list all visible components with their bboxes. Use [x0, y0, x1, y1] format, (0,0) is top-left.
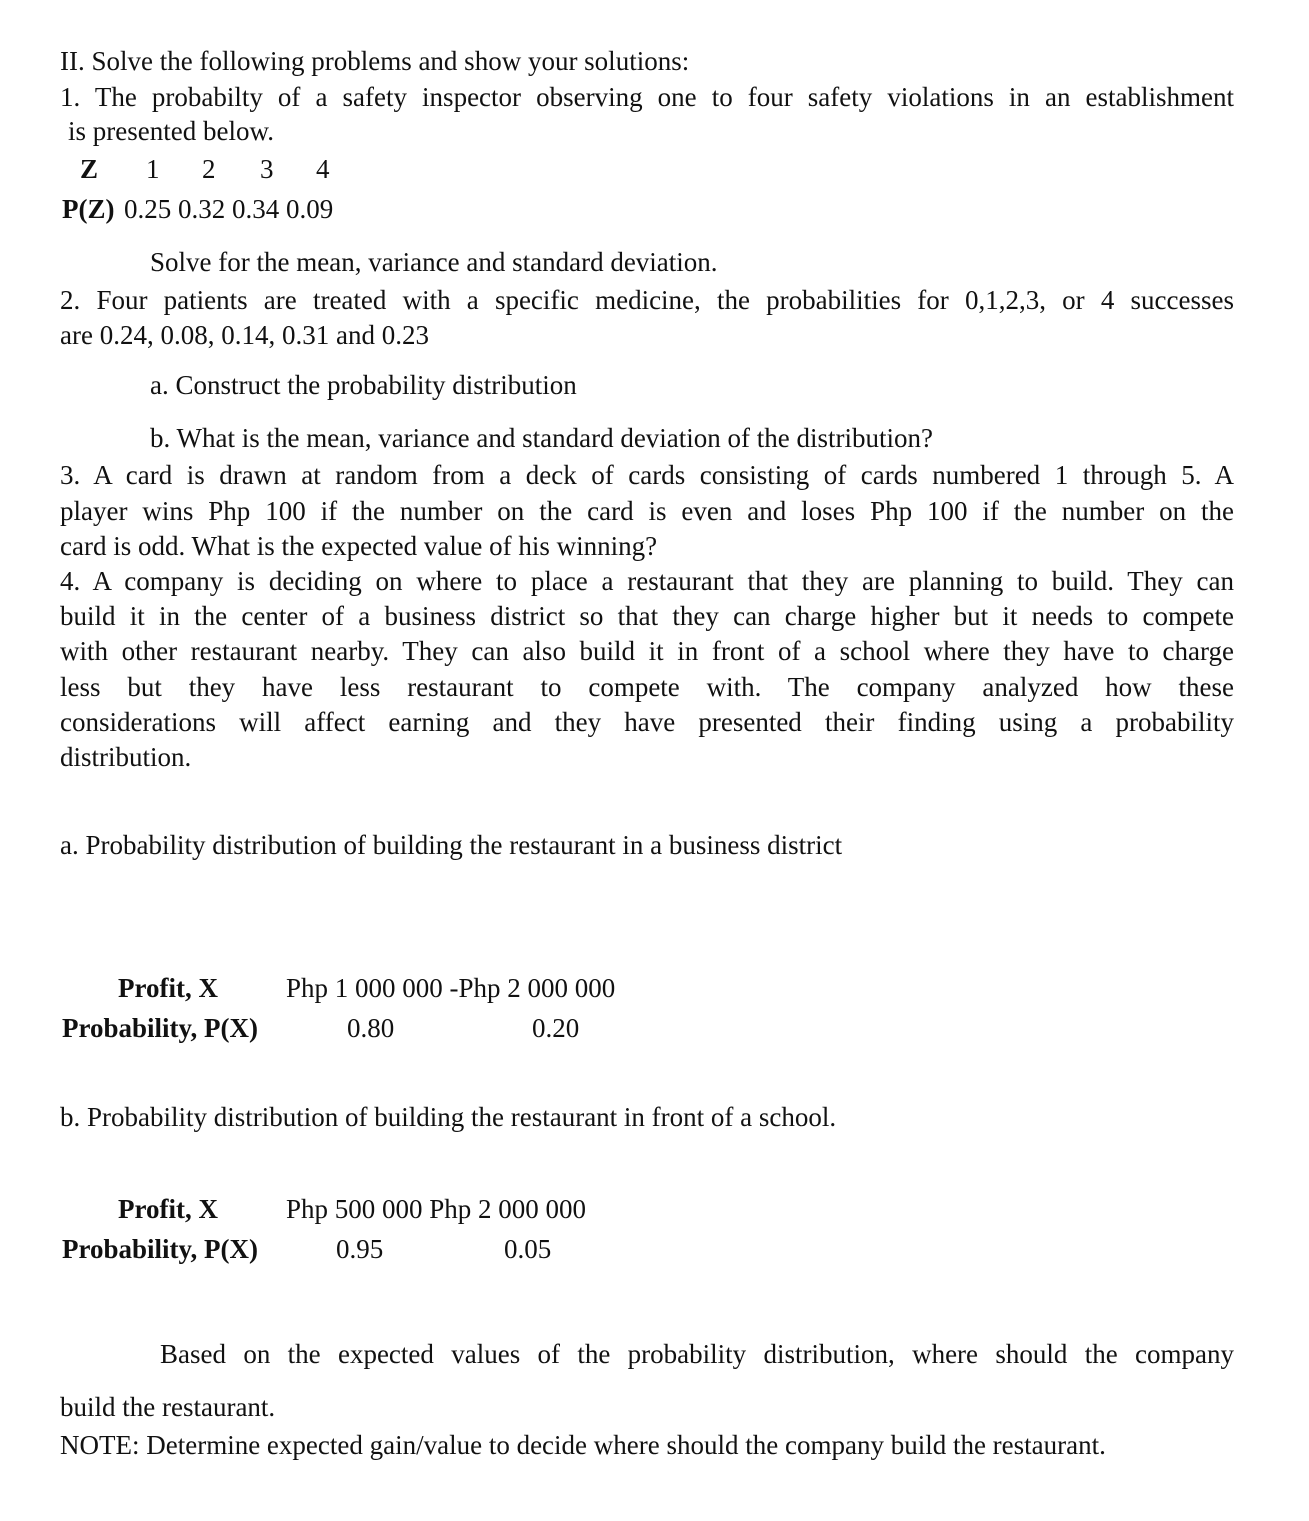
problem-3-line-3: card is odd. What is the expected value of his winning?	[60, 531, 658, 561]
problem-1-line-2: is presented below.	[68, 116, 274, 146]
problem-2-part-a: a. Construct the probability distribution	[150, 370, 577, 400]
profit-values-b: Php 500 000 Php 2 000 000	[286, 1194, 587, 1224]
problem-4-question-line-2: build the restaurant.	[60, 1392, 276, 1422]
problem-4-line-4: less but they have less restaurant to compete with. The company analyzed how these	[60, 672, 1234, 702]
problem-2-line-1: 2. Four patients are treated with a specific medicine, the probabilities for 0,1,2,3, or 4 successes	[60, 285, 1234, 315]
problem-4-line-2: build it in the center of a business district so that they can charge higher but it needs to compete	[60, 601, 1234, 631]
probability-b-1: 0.95	[336, 1234, 384, 1264]
section-heading: II. Solve the following problems and show your solutions:	[60, 46, 690, 76]
profit-values-a: Php 1 000 000 -Php 2 000 000	[286, 973, 616, 1003]
problem-3-line-1: 3. A card is drawn at random from a deck of cards consisting of cards numbered 1 through 5. A	[60, 460, 1234, 490]
probability-label-a: Probability, P(X)	[62, 1013, 259, 1043]
problem-4-line-3: with other restaurant nearby. They can also build it in front of a school where they have to charge	[60, 636, 1234, 666]
problem-1-line-1: 1. The probabilty of a safety inspector observing one to four safety violations in an establishment	[60, 82, 1234, 112]
probability-label-b: Probability, P(X)	[62, 1234, 259, 1264]
z-value-2: 2	[202, 154, 216, 184]
problem-4-question-line-1: Based on the expected values of the probability distribution, where should the company	[160, 1339, 1234, 1369]
problem-1-instruction: Solve for the mean, variance and standard deviation.	[150, 247, 718, 277]
probability-a-1: 0.80	[347, 1013, 395, 1043]
problem-2-part-b: b. What is the mean, variance and standard deviation of the distribution?	[150, 423, 934, 453]
pz-label: P(Z)	[62, 194, 115, 224]
problem-4-part-a-title: a. Probability distribution of building the restaurant in a business district	[60, 830, 843, 860]
z-value-4: 4	[316, 154, 330, 184]
profit-label-a: Profit, X	[118, 973, 218, 1003]
profit-label-b: Profit, X	[118, 1194, 218, 1224]
pz-values: 0.25 0.32 0.34 0.09	[124, 194, 334, 224]
z-value-1: 1	[146, 154, 160, 184]
note: NOTE: Determine expected gain/value to decide where should the company build the restaurant.	[60, 1430, 1106, 1460]
problem-4-part-b-title: b. Probability distribution of building the restaurant in front of a school.	[60, 1102, 837, 1132]
problem-4-line-1: 4. A company is deciding on where to place a restaurant that they are planning to build. They can	[60, 566, 1234, 596]
problem-4-line-5: considerations will affect earning and they have presented their finding using a probability	[60, 707, 1234, 737]
z-value-3: 3	[260, 154, 274, 184]
probability-b-2: 0.05	[504, 1234, 552, 1264]
problem-4-line-6: distribution.	[60, 742, 192, 772]
problem-3-line-2: player wins Php 100 if the number on the card is even and loses Php 100 if the number on the	[60, 496, 1234, 526]
problem-2-line-2: are 0.24, 0.08, 0.14, 0.31 and 0.23	[60, 320, 429, 350]
z-label: Z	[80, 154, 99, 184]
probability-a-2: 0.20	[532, 1013, 580, 1043]
